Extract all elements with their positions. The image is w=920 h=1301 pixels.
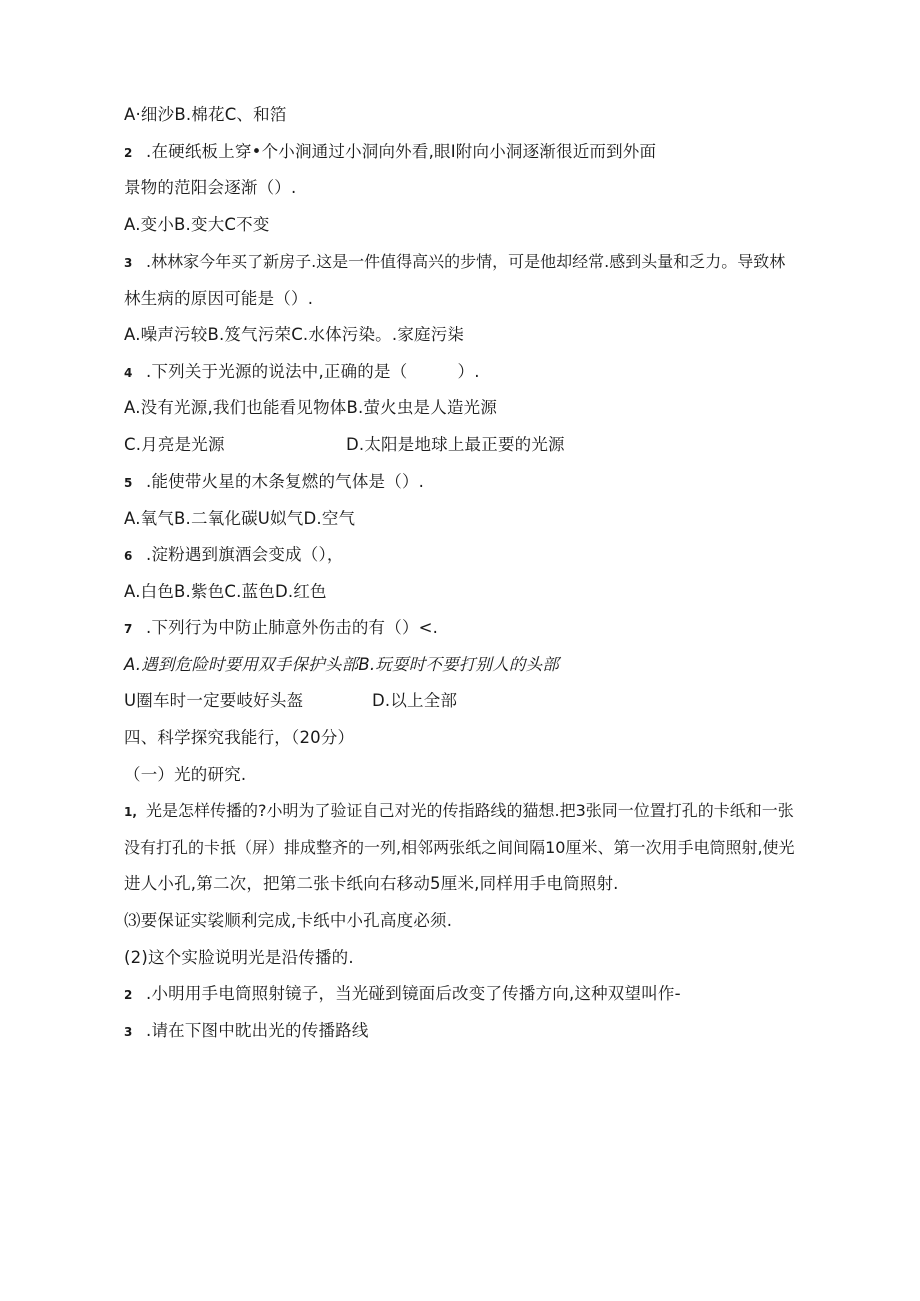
q2-stem bbox=[124, 141, 656, 164]
q3-stem bbox=[124, 251, 785, 274]
q7-options-1-text: A.遇到危险时要用双手保护头部B.玩耍时不要打别人的头部 bbox=[124, 655, 560, 674]
q4-number: 4 bbox=[124, 366, 133, 380]
p1-sub-1 bbox=[124, 910, 452, 932]
p1-sub-1-text: ⑶要保证实裟顺利完成,卡纸中小孔高度必须. bbox=[124, 911, 453, 930]
subsection-1-heading-text: （一）光的研究. bbox=[124, 765, 247, 784]
q5-stem bbox=[124, 471, 424, 494]
q7-number: 7 bbox=[124, 622, 133, 636]
section-4-heading-text: 四、科学探究我能行，（20分） bbox=[124, 728, 355, 747]
q7-option-c: U圈车时一定要岐好头盔 bbox=[124, 691, 304, 710]
p1-stem bbox=[124, 800, 794, 823]
q6-stem-text: .淀粉遇到旗酒会变成（）， bbox=[146, 545, 344, 564]
p2-stem-text: .小明用手电筒照射镜子，当光碰到镜面后改变了传播方向,这种双望叫作- bbox=[146, 984, 681, 1003]
q2-stem-cont-text: 景物的范阳会逐渐（）. bbox=[124, 178, 297, 197]
q3-stem-cont-text: 林生病的原因可能是（）. bbox=[124, 289, 314, 308]
q1-options bbox=[124, 104, 287, 126]
subsection-1-heading bbox=[124, 764, 246, 786]
q5-options bbox=[124, 508, 355, 530]
q6-number: 6 bbox=[124, 549, 133, 563]
section-4-heading bbox=[124, 727, 354, 749]
p1-sub-2-text: (2)这个实脸说明光是沿传播的. bbox=[124, 948, 354, 967]
p3-stem-text: .请在下图中眈出光的传播路线 bbox=[146, 1021, 369, 1040]
p1-stem-cont-2-text: 进人小孔,第二次，把第二张卡纸向右移动5厘米,同样用手电筒照射. bbox=[124, 874, 619, 893]
p1-stem-cont-1-text: 没有打孔的卡扺（屏）排成整齐的一列,相邻两张纸之间间隔10厘米、第一次用手电筒照射,使光 bbox=[124, 838, 795, 857]
q1-options-text: A·细沙B.棉花C、和箔 bbox=[124, 105, 287, 124]
q5-stem-text: .能使带火星的木条复燃的气体是（）. bbox=[146, 472, 425, 491]
p3-number: 3 bbox=[124, 1025, 133, 1039]
q3-number: 3 bbox=[124, 256, 133, 270]
p1-stem-text: 光是怎样传播的?小明为了验证自己对光的传指路线的猫想.把3张同一位置打孔的卡纸和一张 bbox=[146, 801, 794, 820]
q7-stem bbox=[124, 617, 438, 640]
q7-options-2 bbox=[124, 690, 457, 712]
q3-options-text: A.噪声污较B.笈气污荣C.水体污染。.家庭污柒 bbox=[124, 325, 465, 344]
q7-stem-text: .下列行为中防止肺意外伤击的有（）<. bbox=[146, 618, 439, 637]
q6-options bbox=[124, 581, 327, 603]
p3-stem bbox=[124, 1020, 369, 1043]
q4-options-1-text: A.没有光源,我们也能看见物体B.萤火虫是人造光源 bbox=[124, 398, 498, 417]
q3-options bbox=[124, 324, 464, 346]
p2-number: 2 bbox=[124, 988, 133, 1002]
p1-stem-cont-1 bbox=[124, 837, 795, 859]
q4-option-c: C.月亮是光源 bbox=[124, 435, 225, 454]
q4-option-d: D.太阳是地球上最正要的光源 bbox=[346, 435, 565, 454]
q5-number: 5 bbox=[124, 476, 133, 490]
q6-options-text: A.白色B.紫色C.蓝色D.红色 bbox=[124, 582, 327, 601]
q2-stem-cont bbox=[124, 177, 296, 199]
q3-stem-cont bbox=[124, 288, 313, 310]
q5-options-text: A.氧气B.二氧化碳U姒气D.空气 bbox=[124, 509, 356, 528]
q6-stem bbox=[124, 544, 344, 567]
q2-stem-text: .在硬纸板上穿•个小涧通过小洞向外看,眼I附向小洞逐渐很近而到外面 bbox=[146, 142, 657, 161]
p1-number: 1, bbox=[124, 805, 137, 819]
q7-options-1 bbox=[124, 654, 559, 676]
q2-options-text: A.变小B.变大C不变 bbox=[124, 215, 270, 234]
q4-stem bbox=[124, 361, 480, 384]
q4-options-2 bbox=[124, 434, 565, 456]
q3-stem-text: .林林家今年买了新房子.这是一件值得高兴的步情，可是他却经常.感到头量和乏力。导致林 bbox=[146, 252, 786, 271]
q2-options bbox=[124, 214, 270, 236]
q4-options-1 bbox=[124, 397, 497, 419]
q7-option-d: D.以上全部 bbox=[372, 691, 458, 710]
p1-stem-cont-2 bbox=[124, 873, 619, 895]
p1-sub-2 bbox=[124, 947, 354, 969]
q2-number: 2 bbox=[124, 146, 133, 160]
p2-stem bbox=[124, 983, 681, 1006]
q4-stem-text: .下列关于光源的说法中,正确的是（ ）. bbox=[146, 362, 480, 381]
